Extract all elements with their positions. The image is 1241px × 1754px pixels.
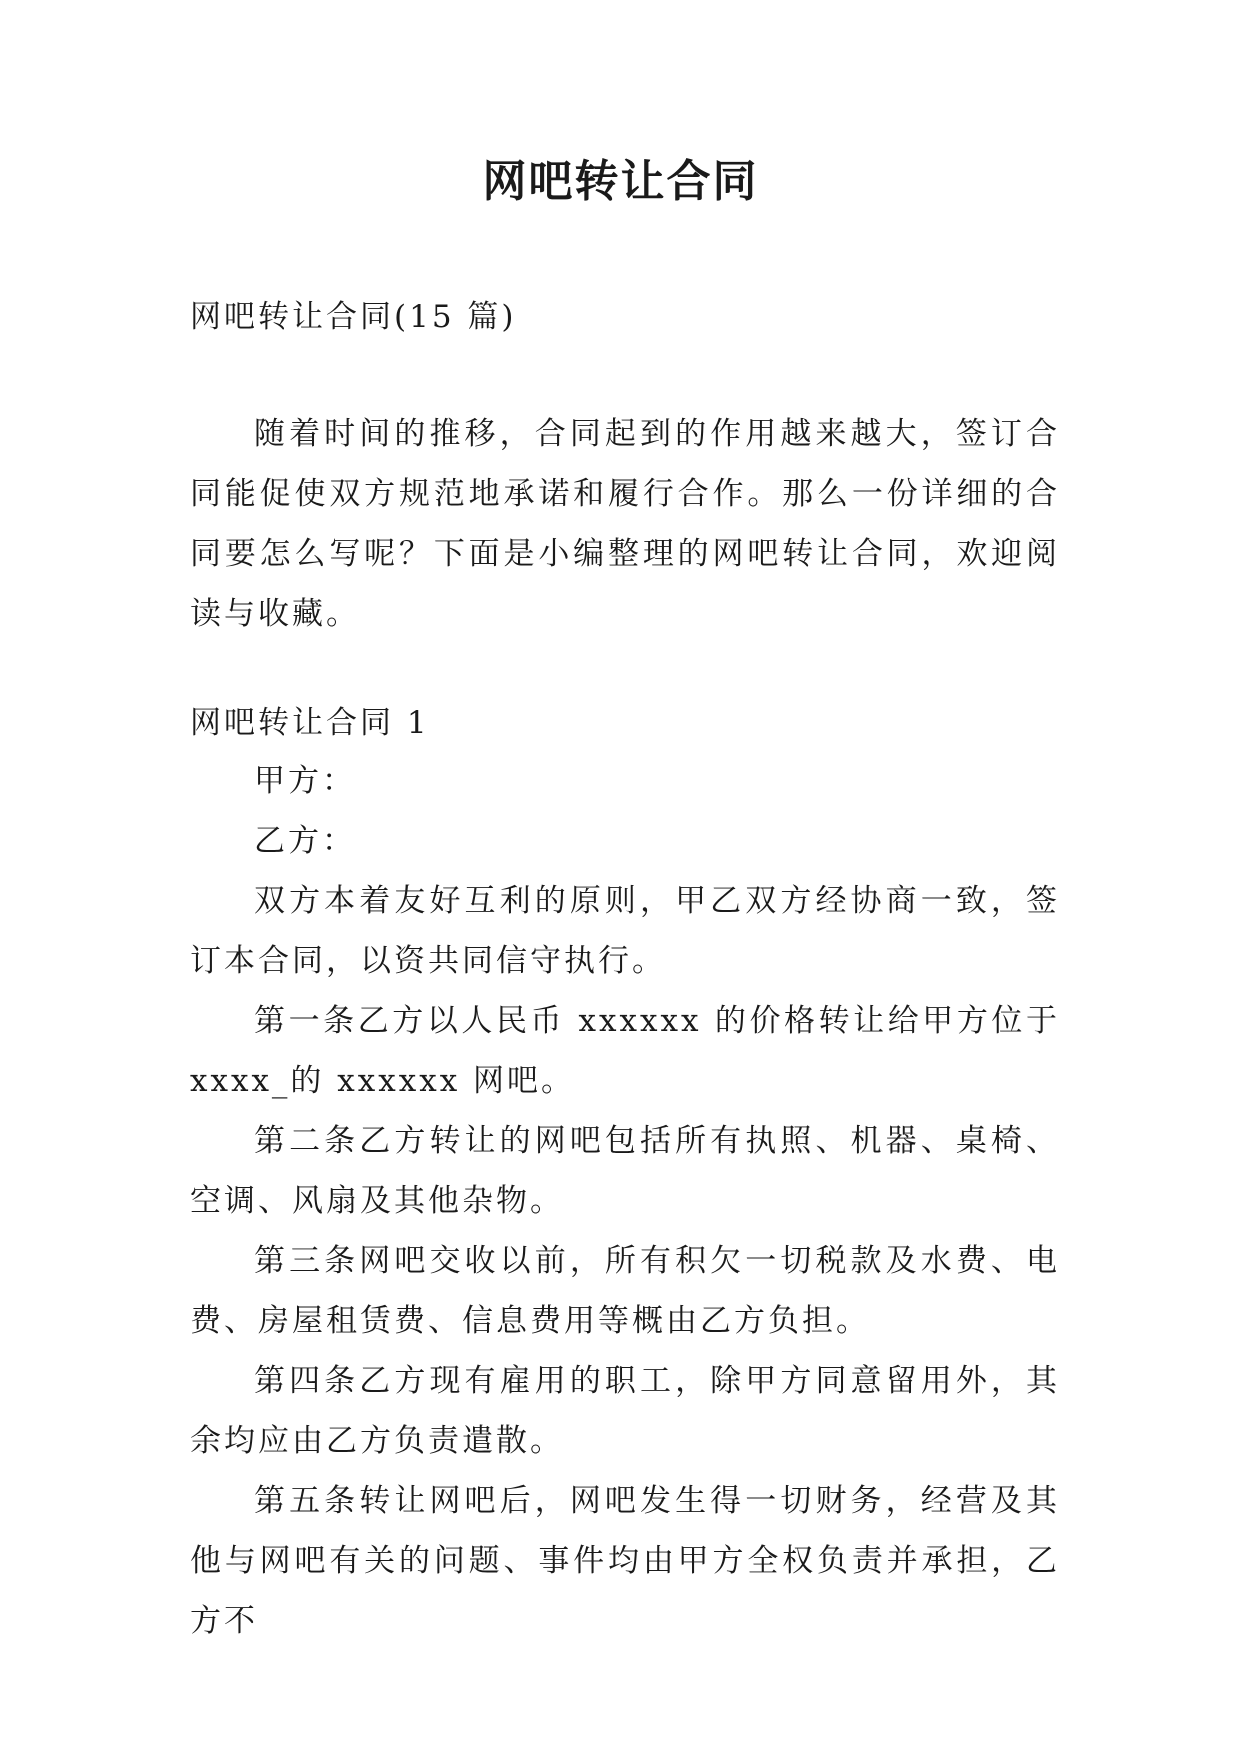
- contract-clause-5: 第五条转让网吧后，网吧发生得一切财务，经营及其他与网吧有关的问题、事件均由甲方全权负责并承担，乙方不: [190, 1483, 1060, 1639]
- party-a-line: 甲方：: [254, 763, 356, 799]
- intro-paragraph: 随着时间的推移，合同起到的作用越来越大，签订合同能促使双方规范地承诺和履行合作。那么一份详细的合同要怎么写呢？下面是小编整理的网吧转让合同，欢迎阅读与收藏。: [190, 416, 1060, 632]
- party-b-line: 乙方：: [254, 823, 356, 859]
- contract-clause-3: 第三条网吧交收以前，所有积欠一切税款及水费、电费、房屋租赁费、信息费用等概由乙方负担。: [190, 1243, 1060, 1339]
- contract-paragraph: 双方本着友好互利的原则，甲乙双方经协商一致，签订本合同，以资共同信守执行。: [190, 883, 1060, 979]
- section-heading: 网吧转让合同 1: [190, 705, 430, 741]
- document-subtitle: 网吧转让合同(15 篇): [190, 299, 517, 335]
- contract-clause-1: 第一条乙方以人民币 xxxxxx 的价格转让给甲方位于xxxx_的 xxxxxx 网吧。: [190, 1003, 1060, 1099]
- contract-clause-2: 第二条乙方转让的网吧包括所有执照、机器、桌椅、空调、风扇及其他杂物。: [190, 1123, 1060, 1219]
- contract-body: [190, 871, 1060, 1651]
- document-title: 网吧转让合同: [482, 156, 759, 207]
- contract-clause-4: 第四条乙方现有雇用的职工，除甲方同意留用外，其余均应由乙方负责遣散。: [190, 1363, 1060, 1459]
